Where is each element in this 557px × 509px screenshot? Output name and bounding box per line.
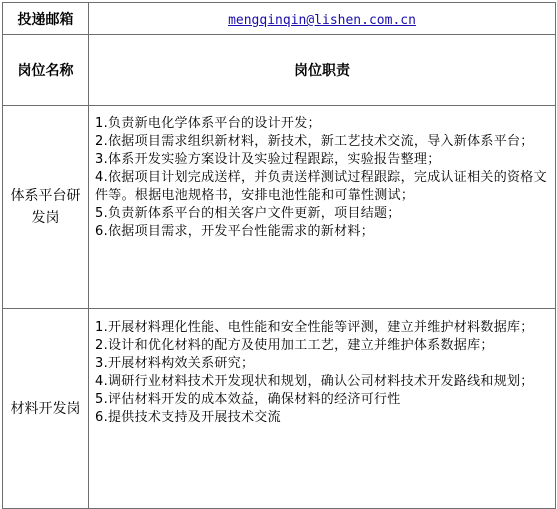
duty-item: 2.依据项目需求组织新材料，新技术，新工艺技术交流，导入新体系平台； bbox=[95, 134, 534, 149]
job-title-line-1: 材料开发岗 bbox=[10, 400, 81, 417]
job-duties bbox=[89, 106, 556, 309]
email-cell bbox=[89, 3, 556, 35]
duty-item: 6.提供技术支持及开展技术交流 bbox=[95, 410, 281, 425]
job-title-line-1: 体系平台研 bbox=[10, 188, 81, 204]
duty-item: 1.开展材料理化性能、电性能和安全性能等评测，建立并维护材料数据库； bbox=[95, 320, 534, 335]
duty-item: 4.调研行业材料技术开发现状和规划，确认公司材料技术开发路线和规划； bbox=[95, 374, 534, 389]
duties-header: 岗位职责 bbox=[89, 35, 556, 106]
duty-item: 5.评估材料开发的成本效益，确保材料的经济可行性 bbox=[95, 392, 401, 407]
email-link[interactable]: mengqinqin@lishen.com.cn bbox=[228, 13, 416, 28]
duty-item: 5.负责新体系平台的相关客户文件更新，项目结题； bbox=[95, 206, 401, 221]
duty-list bbox=[95, 319, 547, 427]
job-title bbox=[3, 309, 89, 509]
duty-item: 1.负责新电化学体系平台的设计开发； bbox=[95, 116, 321, 131]
duty-item: 3.体系开发实验方案设计及实验过程跟踪，实验报告整理； bbox=[95, 152, 441, 167]
duty-list bbox=[95, 115, 547, 241]
job-row-platform-rd bbox=[3, 106, 556, 309]
email-label: 投递邮箱 bbox=[3, 3, 89, 35]
header-row bbox=[3, 35, 556, 106]
job-duties bbox=[89, 309, 556, 509]
duty-item: 4.依据项目计划完成送样，并负责送样测试过程跟踪，完成认证相关的资格文件等。根据电池规格书，安排电池性能和可靠性测试； bbox=[95, 170, 547, 203]
duty-item: 6.依据项目需求，开发平台性能需求的新材料； bbox=[95, 224, 375, 239]
duty-item: 3.开展材料构效关系研究； bbox=[95, 356, 255, 371]
job-title bbox=[3, 106, 89, 309]
position-name-header: 岗位名称 bbox=[3, 35, 89, 106]
job-row-materials-dev bbox=[3, 309, 556, 509]
job-title-line-2: 发岗 bbox=[31, 210, 60, 226]
job-table bbox=[2, 2, 556, 509]
email-row bbox=[3, 3, 556, 35]
duty-item: 2.设计和优化材料的配方及使用加工工艺，建立并维护体系数据库； bbox=[95, 338, 494, 353]
